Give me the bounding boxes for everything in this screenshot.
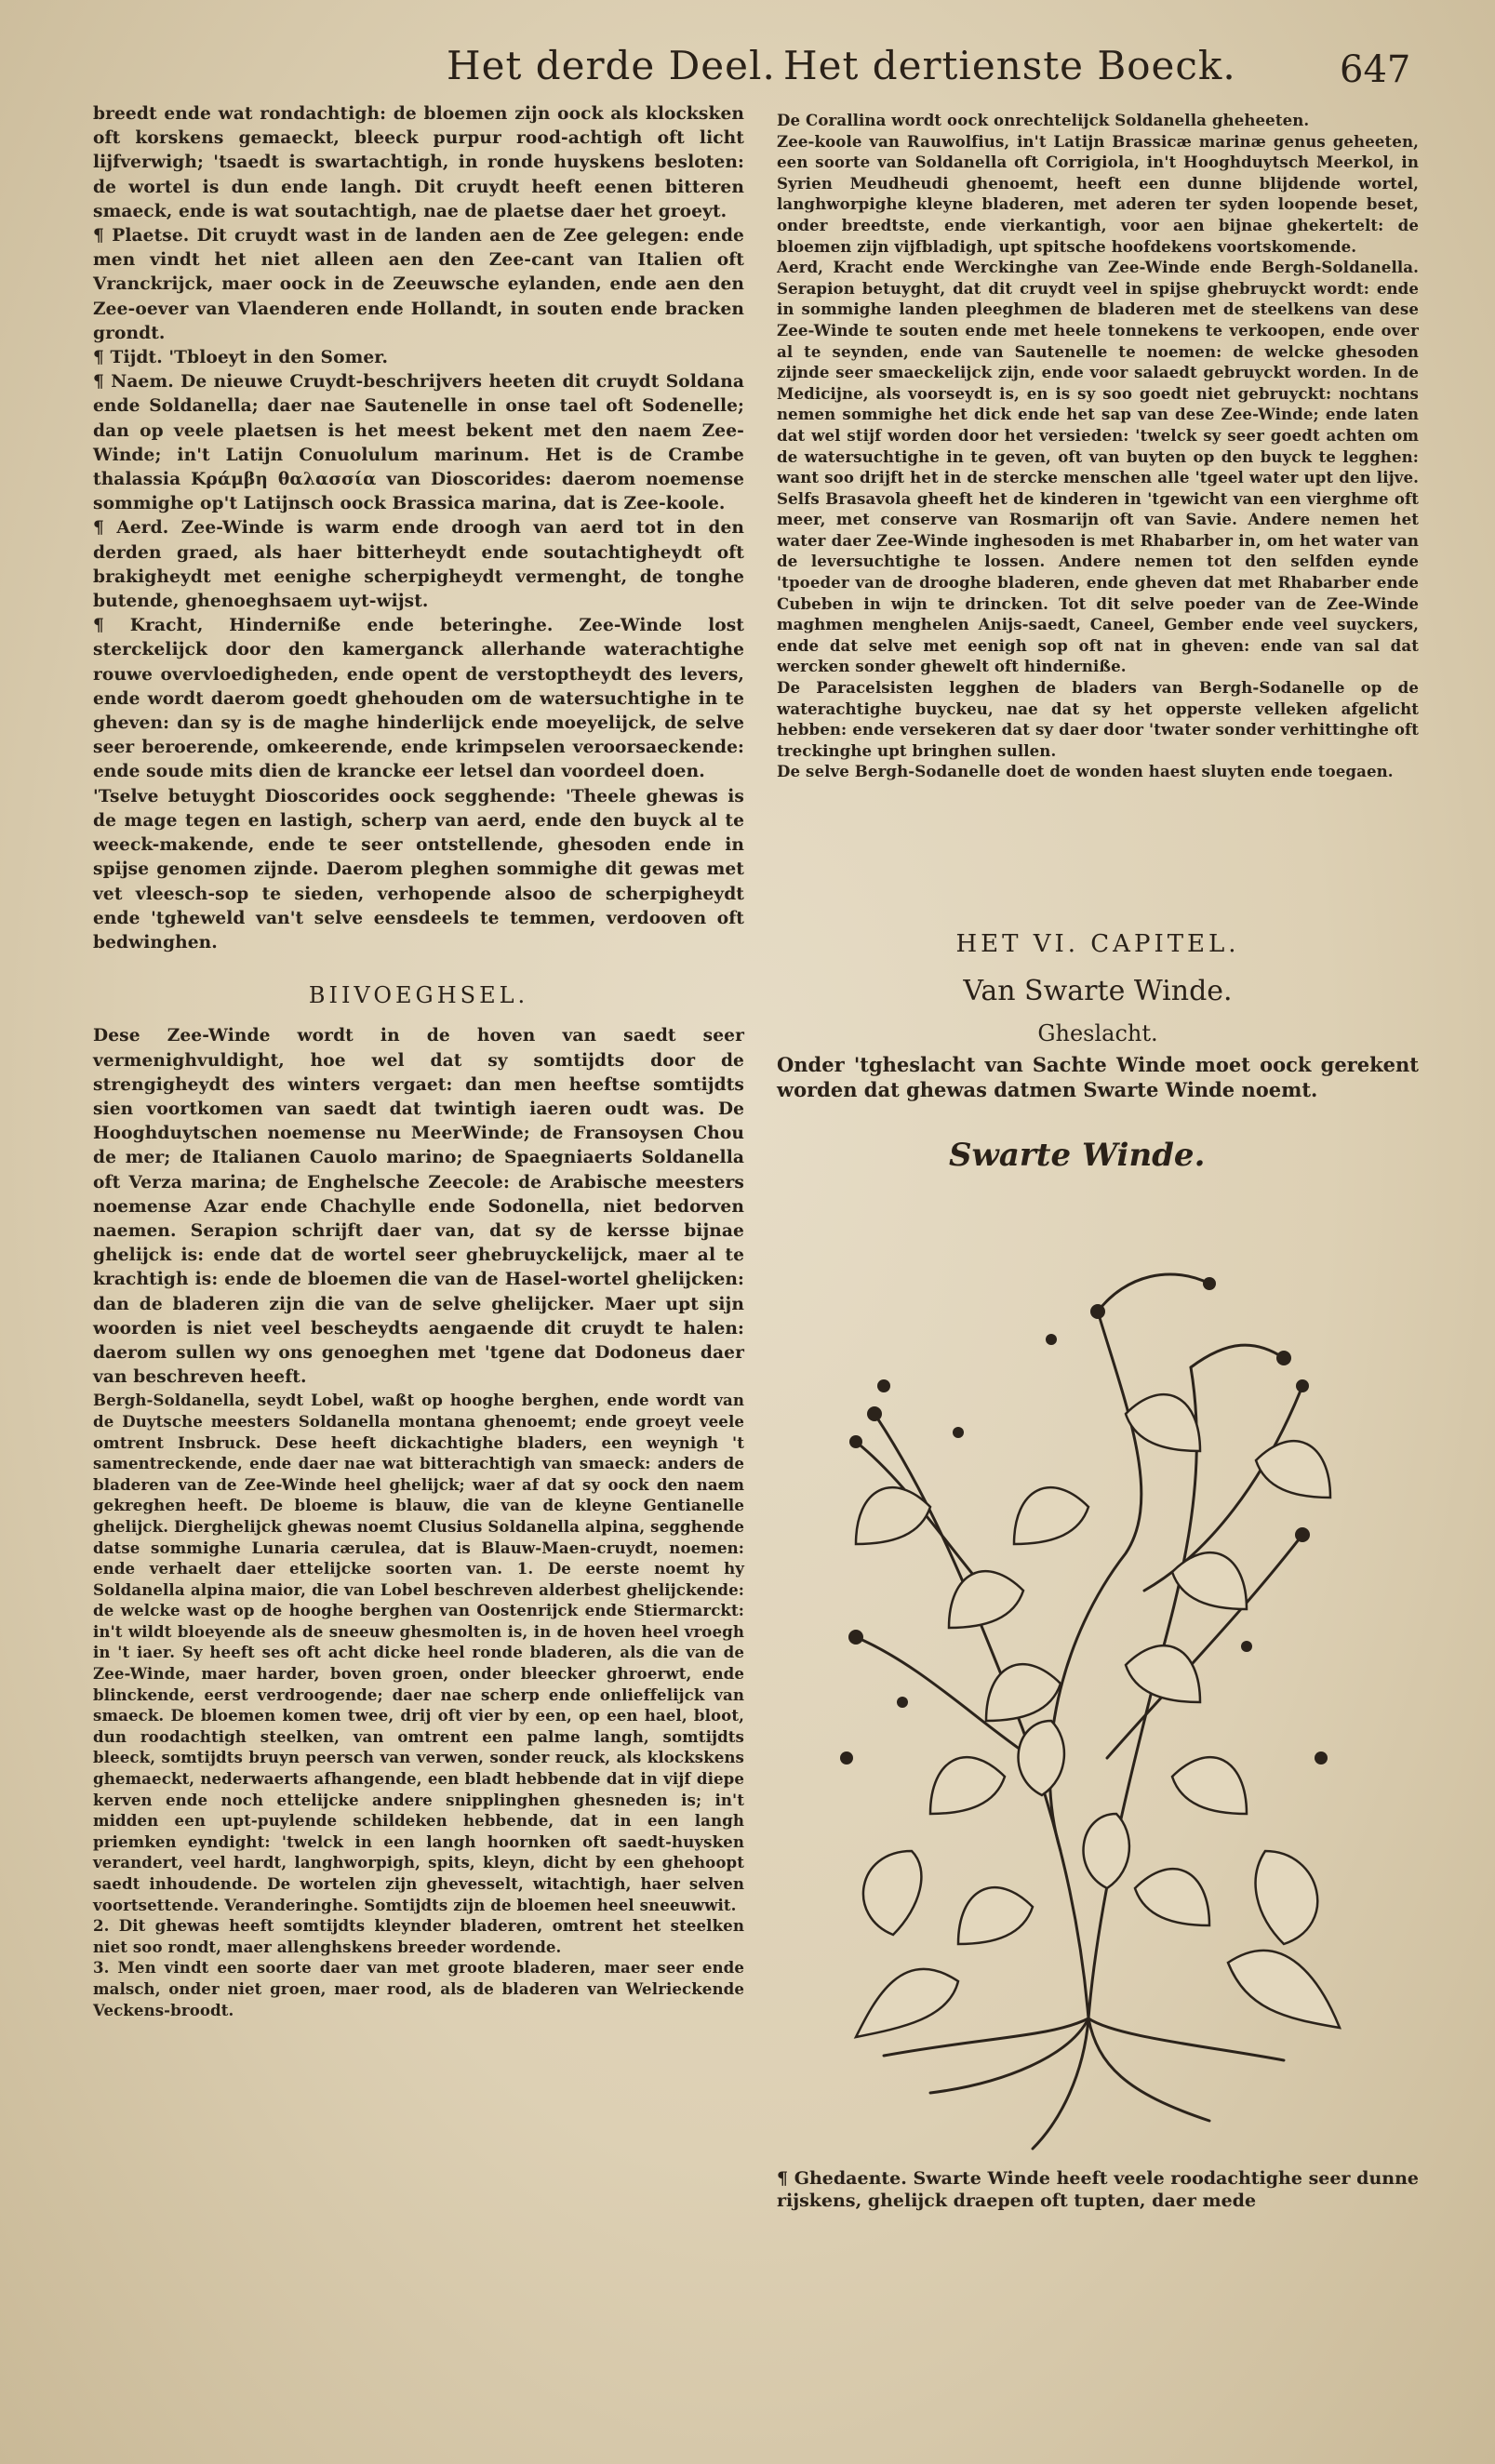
paragraph: ¶ Naem. De nieuwe Cruydt-beschrijvers heeten dit cruydt Soldana ende Soldanella; daer nae Sautenelle in onse tael oft Sodenelle; dan op veele plaetsen is het meest bekent met den naem Zee-Winde; in't Latijn Conuolulum marinum. Het is de Crambe thalassia Κράμβη θαλασσία van Dioscorides: daerom noemense sommighe op't Latijnsch oock Brassica marina, dat is Zee-koole.: [93, 372, 744, 514]
left-column: [93, 102, 744, 2020]
paragraph: De Paracelsisten legghen de bladers van Bergh-Sodanelle op de waterachtighe buyckeu, nae dat sy het opperste velleken afgelicht hebben: ende versekeren dat sy daer door 'twater sonder verhittinghe oft treckinghe upt bringhen sullen.: [777, 678, 1419, 760]
chapter-number: HET VI. CAPITEL.: [955, 930, 1240, 958]
paragraph: Bergh-Soldanella, seydt Lobel, waßt op hooghe berghen, ende wordt van de Duytsche meesters Soldanella montana ghenoemt; ende groeyt veele omtrent Insbruck. Dese heeft dickachtighe bladers, een weynigh 't samentreckende, ende daer nae wat bitterachtigh van smaeck: anders de bladeren van de Zee-Winde heel ghelijck; waer af dat sy oock den naem gekreghen heeft. De bloeme is blauw, die van de kleyne Gentianelle ghelijck. Dierghelijck ghewas noemt Clusius Soldanella alpina, segghende datse sommighe Lunaria cærulea, dat is Blauw-Maen-cruydt, noemen: ende verhaelt daer ettelijcke soorten van. 1. De eerste noemt hy Soldanella alpina maior, die van Lobel beschreven alderbest ghelijckende: de welcke wast op de hooghe berghen van Oostenrijck ende Stiermarckt: in't wildt bloeyende als de sneeuw ghesmolten is, in de hoven heel vroegh in 't iaer. Sy heeft ses oft acht dicke heel ronde bladeren, als die van de Zee-Winde, maer harder, boven groen, onder bleecker ghroerwt, ende blinckende, eerst verdroogende; daer nae scherp ende onlieffelijck van smaeck. De bloemen komen twee, drij oft vier by een, op een hael, bloot, dun roodachtigh steelken, van omtrent een palme langh, somtijdts bleeck, somtijdts bruyn peersch van verwen, sonder reuck, als klockskens ghemaeckt, nederwaerts afhangende, een bladt hebbende dat in vijf diepe kerven ende noch ettelijcke andere snipplinghen ghesneden is; in't midden een upt-puylende schildeken hebbende, dat in een langh priemken eyndight: 'twelck in een langh hoornken oft saedt-huysken verandert, veel hardt, langhworpigh, spits, kleyn, dicht by een ghehoopt saedt inhoudende. De wortelen zijn ghevesselt, witachtigh, haer selven voortsettende. Veranderinghe. Somtijdts zijn de bloemen heel sneeuwwit.: [93, 1391, 744, 1914]
chapter-heading-block: [777, 930, 1419, 1102]
chapter-intro: Onder 'tgheslacht van Sachte Winde moet oock gerekent worden dat ghewas datmen Swarte Winde noemt.: [777, 1053, 1419, 1101]
paragraph: De selve Bergh-Sodanelle doet de wonden haest sluyten ende toegaen.: [777, 762, 1394, 781]
page-number: 647: [1340, 48, 1411, 91]
chapter-title: Van Swarte Winde.: [963, 975, 1233, 1007]
paragraph: ¶ Plaetse. Dit cruydt wast in de landen aen de Zee gelegen: ende men vindt het niet alleen aen den Zee-cant van Italien oft Vranckrijck, maer oock in de Zeeuwsche eylanden, ende aen den Zee-oever van Vlaenderen ende Hollandt, in souten ende bracken grondt.: [93, 226, 744, 343]
paragraph: 'Tselve betuyght Dioscorides oock segghende: 'Theele ghewas is de mage tegen en lastigh, scherp van aerd, ende den buyck al te weeck-makende, ende te seer ontstellende, ghesoden ende in spijse genomen zijnde. Daerom pleghen sommighe dit gewas met vet vleesch-sop te sieden, verhopende alsoo de scherpigheydt ende 'tgheweld van't selve eensdeels te temmen, verdooven oft bedwinghen.: [93, 786, 744, 952]
right-column: [777, 110, 1419, 782]
page-header: [0, 39, 1495, 104]
paragraph: ¶ Aerd. Zee-Winde is warm ende droogh van aerd tot in den derden graed, als haer bitterheydt ende soutachtigheydt oft brakigheydt met eenighe scherpigheydt vermenght, de tonghe butende, ghenoeghsaem uyt-wijst.: [93, 518, 744, 612]
paragraph: 3. Men vindt een soorte daer van met groote bladeren, maer seer ende malsch, onder niet groen, maer rood, als de bladeren van Welrieckende Veckens-broodt.: [93, 1958, 744, 2019]
paragraph: 2. Dit ghewas heeft somtijdts kleynder bladeren, omtrent het steelken niet soo rondt, maer allenghskens breeder wordende.: [93, 1916, 744, 1956]
running-head-right: Het dertienste Boeck.: [783, 43, 1236, 88]
chapter-tail-text: ¶ Ghedaente. Swarte Winde heeft veele roodachtighe seer dunne rijskens, ghelijck draepen oft tupten, daer mede: [777, 2168, 1419, 2211]
running-head-left: Het derde Deel.: [447, 43, 776, 88]
paragraph: De Corallina wordt oock onrechtelijck Soldanella gheheeten.: [777, 111, 1310, 129]
paragraph: breedt ende wat rondachtigh: de bloemen zijn oock als klocksken oft korskens gemaeckt, bleeck purpur rood-achtigh oft licht lijfverwigh; 'tsaedt is swartachtigh, in ronde huyskens besloten: de wortel is dun ende langh. Dit cruydt heeft eenen bitteren smaeck, ende is wat soutachtigh, nae de plaetse daer het groeyt.: [93, 104, 744, 221]
figure-caption: Swarte Winde.: [949, 1137, 1206, 1174]
paragraph: Zee-koole van Rauwolfius, in't Latijn Brassicæ marinæ genus geheeten, een soorte van Soldanella oft Corrigiola, in't Hooghduytsch Meerkol, in Syrien Meudheudi ghenoemt, heeft een dunne blijdende wortel, langhworpighe kleyne bladeren, met aderen ter syden loopende beset, onder breedtste, ende vierkantigh, voor aen bijnae ghekertelt: de bloemen zijn vijfbladigh, upt spitsche hoofdekens voortskomende.: [777, 131, 1419, 256]
paragraph: Aerd, Kracht ende Werckinghe van Zee-Winde ende Bergh-Soldanella. Serapion betuyght, dat dit cruydt veel in spijse ghebruyckt wordt: ende in sommighe landen pleeghmen de bladeren met de steelkens van dese Zee-Winde te souten ende met heele tonnekens te verkoopen, ende over al te seynden, ende van Sautenelle te noemen: de welcke ghesoden zijnde seer smaeckelijck zijn, ende voor salaedt gebruyckt worden. In de Medicijne, als voorseydt is, en is sy soo goedt niet gebruyckt: nochtans nemen sommighe het dick ende het sap van dese Zee-Winde; ende laten dat wel stijf worden door het versieden: 'twelck sy seer goedt achten om de watersuchtighe in te geven, oft van buyten op den buyck te legghen: want soo drijft het in de stercke menschen alle 'tgeel water upt den lijve. Selfs Brasavola gheeft het de kinderen in 'tgewicht van een vierghme oft meer, met conserve van Rosmarijn oft van Savie. Andere nemen het water daer Zee-Winde inghesoden is met Rhabarber in, om het water van de leversuchtighe te lossen. Andere nemen tot den selfden eynde 'tpoeder van de drooghe bladeren, ende gheven dat met Rhabarber ende Cubeben in wijn te drincken. Tot dit selve poeder van de Zee-Winde maghmen menghelen Anijs-saedt, Caneel, Gember ende veel suyckers, ende dat selve met eenigh sop oft nat in gheven: ende van sal dat wercken sonder ghewelt oft hinderniße.: [777, 258, 1419, 676]
paragraph: ¶ Tijdt. 'Tbloeyt in den Somer.: [93, 348, 389, 368]
addition-heading: BIIVOEGHSEL.: [308, 982, 529, 1009]
plant-woodcut-illustration: [819, 1200, 1358, 2158]
paragraph: ¶ Kracht, Hinderniße ende beteringhe. Zee-Winde lost sterckelijck door den kamerganck allerhande waterachtighe rouwe overvloedigheden, ende opent de verstoptheydt des levers, ende wordt daerom goedt ghehouden om de watersuchtighe in te gheven: dan sy is de maghe hinderlijck ende moeyelijck, de selve seer beroerende, omkeerende, ende krimpselen veroorsaeckende: ende soude mits dien de krancke eer letsel dan voordeel doen.: [93, 616, 744, 782]
paragraph: Dese Zee-Winde wordt in de hoven van saedt seer vermenighvuldight, hoe wel dat sy somtijdts door de strengigheydt des winters vergaet: dan men heeftse somtijdts sien voortkomen van saedt dat twintigh iaeren oudt was. De Hooghduytschen noemense nu MeerWinde; de Fransoysen Chou de mer; de Italianen Cauolo marino; de Spaegniaerts Soldanella oft Verza marina; de Enghelsche Zeecole: de Arabische meesters noemense Azar ende Chachylle ende Sodonella, niet bedorven naemen. Serapion schrijft daer van, dat sy de kersse bijnae ghelijck is: ende dat de wortel seer ghebruyckelijck, maer al te krachtigh is: ende de bloemen die van de Hasel-wortel ghelijcken: dan de bladeren zijn die van de selve ghelijcker. Maer upt sijn woorden is niet veel bescheydts aengaende dit cruydt te halen: daerom sullen wy ons genoeghen met 'tgene dat Dodoneus daer van beschreven heeft.: [93, 1026, 744, 1388]
chapter-section: Gheslacht.: [1037, 1020, 1158, 1046]
